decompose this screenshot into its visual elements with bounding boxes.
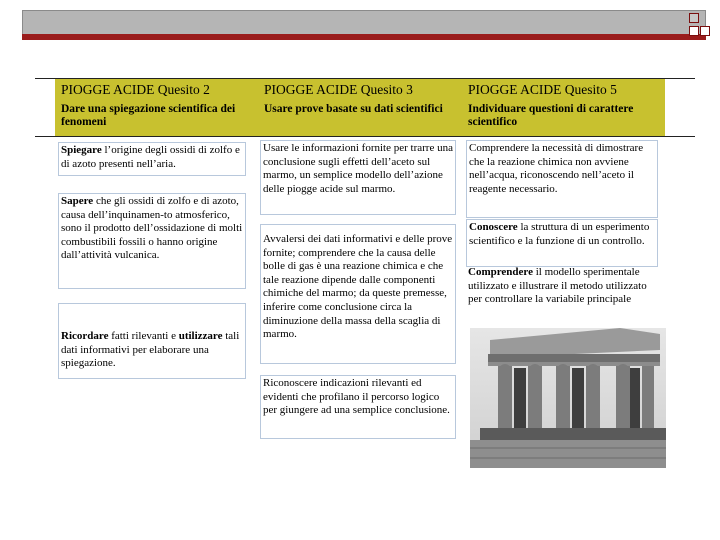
text: il modello sperimentale utilizzato e illustrare il metodo utilizzato per controllare la variabile principale [468,266,647,306]
keyword: Comprendere [468,266,533,278]
text-box [58,193,246,289]
text: la struttura di un esperimento scientifico e la funzione di un controllo. [469,221,650,247]
text-box [260,224,456,364]
temple-photo-icon [470,328,666,468]
text: fatti rilevanti e [108,330,179,342]
decor-square-icon [689,13,699,23]
decor-square-icon [700,26,710,36]
text-box [260,140,456,215]
accent-strip [22,34,706,40]
text: Comprendere la necessità di dimostrare che la reazione chimica non avviene nell’acqua, riconoscendo nell’aceto il reagente necessario. [469,142,644,195]
caryatids-temple-photo [470,328,666,468]
text-box [466,219,658,267]
column-title: PIOGGE ACIDE Quesito 3 [264,82,413,97]
column-subtitle: Dare una spiegazione scientifica dei fenomeni [61,103,236,128]
keyword: Sapere [61,195,94,207]
text-box [58,303,246,379]
text-box [466,140,658,218]
keyword: utilizzare [178,330,223,342]
column-title: PIOGGE ACIDE Quesito 5 [468,82,617,97]
column-subtitle: Usare prove basate su dati scientifici [264,103,443,115]
text: l’origine degli ossidi di zolfo e di azoto presenti nell’aria. [61,144,240,170]
divider [35,136,695,137]
text: che gli ossidi di zolfo e di azoto, causa dell’inquinamen-to atmosferico, sono il prodotto dell’ossidazione di molti combustibili fossili o hanno origine dall’attività vulcanica. [61,195,243,262]
keyword: Ricordare [61,330,109,342]
column-header-1 [55,78,255,136]
column-header-3 [462,78,665,136]
column-title: PIOGGE ACIDE Quesito 2 [61,82,210,97]
text-box [260,375,456,439]
column-subtitle: Individuare questioni di carattere scientifico [468,103,634,128]
keyword: Spiegare [61,144,102,156]
column-header-2 [258,78,462,136]
text: tali dati informativi per elaborare una spiegazione. [61,330,240,370]
text: Usare le informazioni fornite per trarre una conclusione sugli effetti dell’aceto sul marmo, un semplice modello dell’azione delle piogge acide sul marmo. [263,142,453,195]
text: Avvalersi dei dati informativi e delle prove fornite; comprendere che la causa delle bolle di gas è una reazione chimica e che tale reazione dipende dalle componenti chimiche del marmo; da queste premesse, inferire come conclusione circa la diminuzione della massa della scaglia di marmo. [263,233,453,341]
text-box [58,142,246,176]
text: Riconoscere indicazioni rilevanti ed evidenti che profilano il percorso logico per giungere ad una semplice conclusione. [263,377,450,417]
keyword: Conoscere [469,221,518,233]
text-box [466,265,658,329]
decor-square-icon [689,26,699,36]
